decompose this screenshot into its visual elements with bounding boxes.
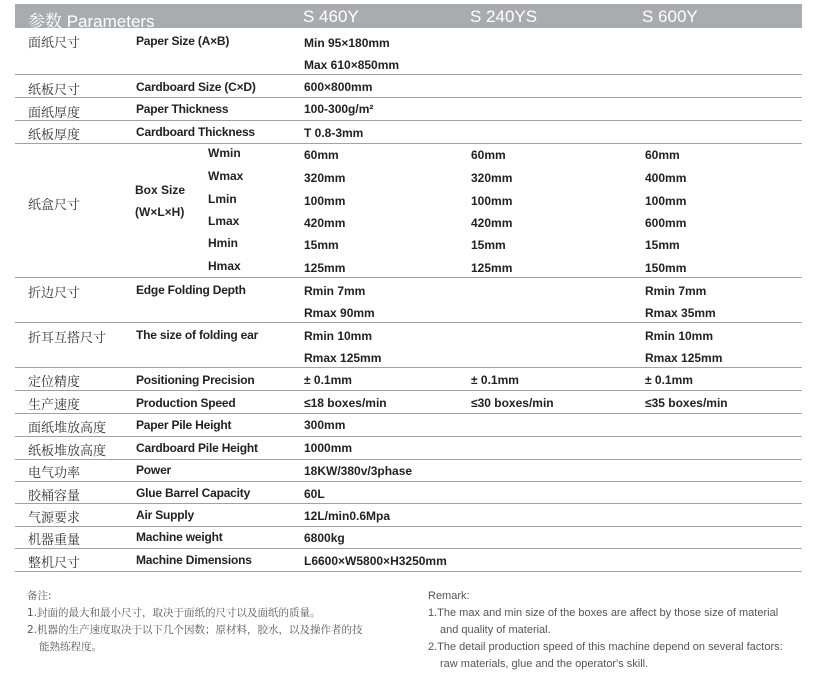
dim-value: 100mm (645, 194, 687, 208)
row-label-zh: 折耳互搭尺寸 (28, 331, 107, 346)
table-row-dimensions (15, 549, 802, 572)
paper-pile-value: 300mm (304, 418, 346, 432)
remarks-zh-item1: 1.封面的最大和最小尺寸，取决于面纸的尺寸以及面纸的质量。 (27, 607, 321, 619)
dim-label-hmin: Hmin (208, 236, 238, 250)
speed-value: ≤35 boxes/min (645, 396, 728, 410)
folding-ear-rmin: Rmin 10mm (645, 329, 714, 343)
row-label-en: Production Speed (136, 396, 236, 410)
row-label-en: Machine Dimensions (136, 553, 252, 567)
edge-folding-rmin: Rmin 7mm (304, 284, 366, 298)
dim-label-lmax: Lmax (208, 214, 240, 228)
dim-value: 125mm (304, 261, 346, 275)
box-size-label-line2: (W×L×H) (135, 205, 185, 219)
row-label-zh: 折边尺寸 (28, 286, 81, 301)
dim-value: 100mm (471, 194, 513, 208)
remarks-en-item2-line1: 2.The detail production speed of this machine depend on several factors: (428, 641, 783, 653)
glue-value: 60L (304, 487, 325, 501)
row-label-en: Cardboard Thickness (136, 125, 255, 139)
dim-value: 420mm (471, 216, 513, 230)
dim-value: 600mm (645, 216, 687, 230)
dim-value: 60mm (471, 148, 506, 162)
remarks-zh-item2-line2: 能熟练程度。 (39, 641, 102, 653)
row-label-en: Paper Thickness (136, 102, 229, 116)
dim-label-wmin: Wmin (208, 146, 241, 160)
table-row-paper-size (15, 28, 802, 75)
parameters-table (15, 28, 802, 572)
dim-label-hmax: Hmax (208, 259, 241, 273)
dim-value: 320mm (304, 171, 346, 185)
row-label-zh: 电气功率 (28, 466, 81, 481)
dim-value: 60mm (304, 148, 339, 162)
row-label-zh: 整机尺寸 (28, 556, 81, 571)
row-label-zh: 面纸厚度 (28, 106, 81, 121)
row-label-zh: 气源要求 (28, 511, 81, 526)
speed-value: ≤18 boxes/min (304, 396, 387, 410)
power-value: 18KW/380v/3phase (304, 464, 413, 478)
edge-folding-rmax: Rmax 35mm (645, 306, 716, 320)
table-row-cardboard-size (15, 75, 802, 98)
dim-value: 150mm (645, 261, 687, 275)
row-label-zh: 纸板尺寸 (28, 83, 81, 98)
row-label-zh: 纸板堆放高度 (28, 444, 107, 459)
table-row-paper-pile (15, 414, 802, 437)
row-label-zh: 面纸堆放高度 (28, 421, 107, 436)
row-label-zh: 面纸尺寸 (28, 36, 81, 51)
air-value: 12L/min0.6Mpa (304, 509, 391, 523)
table-row-glue (15, 482, 802, 504)
row-label-en: Cardboard Size (C×D) (136, 80, 256, 94)
dim-value: 400mm (645, 171, 687, 185)
row-label-en: Machine weight (136, 530, 223, 544)
row-label-en: Glue Barrel Capacity (136, 486, 251, 500)
dim-value: 320mm (471, 171, 513, 185)
row-label-en: Positioning Precision (136, 373, 255, 387)
row-label-zh: 胶桶容量 (28, 489, 81, 504)
remarks-zh-title: 备注: (27, 590, 52, 602)
cardboard-thickness-value: T 0.8-3mm (304, 126, 364, 140)
row-label-zh: 机器重量 (28, 533, 81, 548)
remarks-english (428, 588, 813, 673)
table-row-cardboard-thickness (15, 121, 802, 144)
paper-size-max: Max 610×850mm (304, 58, 400, 72)
dimensions-value: L6600×W5800×H3250mm (304, 554, 447, 568)
remarks-en-item1-line1: 1.The max and min size of the boxes are affect by those size of material (428, 607, 779, 619)
row-label-zh: 纸盒尺寸 (28, 198, 81, 213)
remarks-en-item1-line2: and quality of material. (440, 624, 551, 636)
dim-value: 60mm (645, 148, 680, 162)
paper-thickness-value: 100-300g/m² (304, 102, 374, 116)
dim-value: 15mm (304, 238, 339, 252)
speed-value: ≤30 boxes/min (471, 396, 554, 410)
paper-size-min: Min 95×180mm (304, 36, 390, 50)
row-label-zh: 定位精度 (28, 375, 81, 390)
table-row-positioning (15, 368, 802, 391)
parameters-heading: 参数 Parameters (28, 12, 155, 31)
table-row-box-size (15, 144, 802, 278)
remarks-en-item2-line2: raw materials, glue and the operator's skill. (440, 658, 649, 670)
model-s240ys-heading: S 240YS (470, 7, 538, 26)
dim-value: 420mm (304, 216, 346, 230)
box-size-label-line1: Box Size (135, 183, 186, 197)
remarks-en-title: Remark: (428, 590, 470, 602)
edge-folding-rmax: Rmax 90mm (304, 306, 375, 320)
folding-ear-rmax: Rmax 125mm (645, 351, 723, 365)
table-row-cardboard-pile (15, 437, 802, 460)
table-row-speed (15, 391, 802, 414)
model-s460y-heading: S 460Y (303, 7, 359, 26)
row-label-en: Paper Pile Height (136, 418, 232, 432)
cardboard-size-value: 600×800mm (304, 80, 373, 94)
row-label-zh: 生产速度 (28, 398, 81, 413)
remarks-chinese (27, 588, 363, 656)
row-label-zh: 纸板厚度 (28, 128, 81, 143)
table-row-power (15, 460, 802, 482)
row-label-en: The size of folding ear (136, 328, 259, 342)
dim-value: 100mm (304, 194, 346, 208)
row-label-en: Cardboard Pile Height (136, 441, 258, 455)
table-header (15, 4, 802, 31)
dim-value: 125mm (471, 261, 513, 275)
model-s600y-heading: S 600Y (642, 7, 698, 26)
folding-ear-rmin: Rmin 10mm (304, 329, 373, 343)
edge-folding-rmin: Rmin 7mm (645, 284, 707, 298)
remarks-zh-item2-line1: 2.机器的生产速度取决于以下几个因数；原材料，胶水，以及操作者的技 (27, 624, 363, 636)
dim-value: 15mm (471, 238, 506, 252)
dim-label-wmax: Wmax (208, 169, 244, 183)
row-label-en: Edge Folding Depth (136, 283, 246, 297)
positioning-value: ± 0.1mm (471, 373, 519, 387)
dim-value: 15mm (645, 238, 680, 252)
table-row-weight (15, 527, 802, 549)
table-row-air (15, 504, 802, 527)
weight-value: 6800kg (304, 531, 345, 545)
row-label-en: Paper Size (A×B) (136, 34, 230, 48)
table-row-paper-thickness (15, 98, 802, 121)
positioning-value: ± 0.1mm (645, 373, 693, 387)
table-row-edge-folding (15, 278, 802, 323)
row-label-en: Air Supply (136, 508, 195, 522)
positioning-value: ± 0.1mm (304, 373, 352, 387)
folding-ear-rmax: Rmax 125mm (304, 351, 382, 365)
cardboard-pile-value: 1000mm (304, 441, 353, 455)
row-label-en: Power (136, 463, 172, 477)
table-row-folding-ear (15, 323, 802, 368)
dim-label-lmin: Lmin (208, 192, 237, 206)
